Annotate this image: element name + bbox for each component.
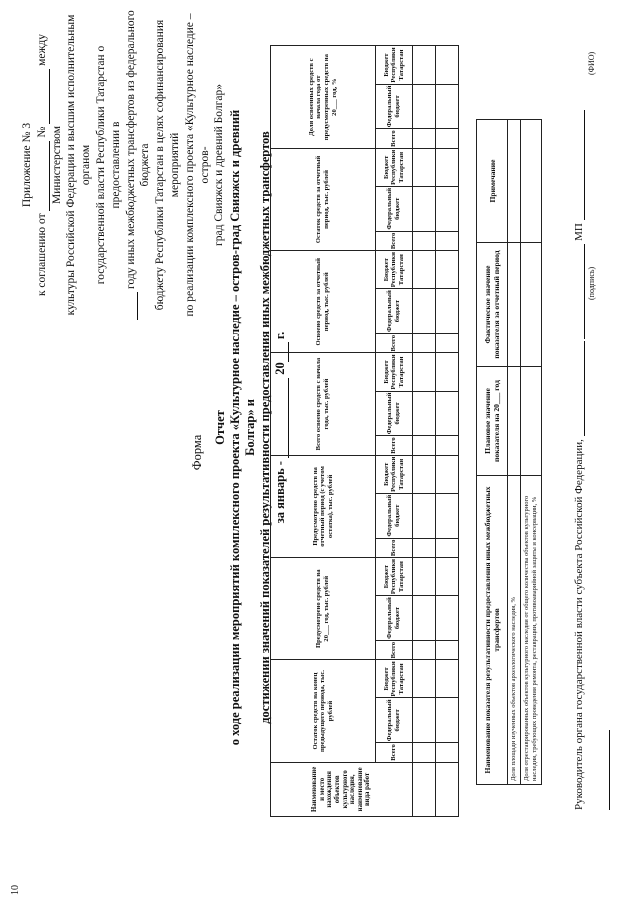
table-cell xyxy=(413,333,436,352)
sub-header: Всего xyxy=(376,743,413,762)
group-header: Остаток средств за отчетный период, тыс. рублей xyxy=(271,148,376,250)
table-cell xyxy=(436,251,459,289)
indicator-name: Доля отреставрированных объектов культурного наследия от общего количества объектов культурного наследия, требующих проведения ремонта, реставрации, противоаварийной защиты и консервации, % xyxy=(521,476,542,785)
signature-block xyxy=(572,0,610,810)
sub-header: Бюджет Республики Татарстан xyxy=(376,660,413,698)
table-cell xyxy=(436,148,459,186)
table-cell xyxy=(436,660,459,698)
appendix-heading: Приложение № 3 xyxy=(21,122,33,208)
planned-value-cell xyxy=(508,367,521,476)
planned-value-header: Плановое значение показателя на 20___ год xyxy=(477,367,508,476)
table-row xyxy=(508,120,521,785)
signature-line xyxy=(572,0,585,810)
sub-header: Всего xyxy=(376,333,413,352)
indicator-name: Доля площади изученных объектов археологического наследия, % xyxy=(508,476,521,785)
table-cell xyxy=(413,436,436,455)
group-header: Предусмотрено средств на 20___ год, тыс. рублей xyxy=(271,558,376,660)
report-period: за январь - 20 г. xyxy=(273,331,287,524)
table-cell xyxy=(413,558,436,596)
stamp-label: МП xyxy=(573,223,585,241)
sub-header: Всего xyxy=(376,436,413,455)
group-header: Освоено средств за отчетный период, тыс. рублей xyxy=(271,251,376,353)
table-cell xyxy=(413,743,436,762)
table-cell xyxy=(436,538,459,557)
indicators-table xyxy=(476,119,542,785)
group-header: Предусмотрено средств на отчетный период (с учетом остатка), тыс. рублей xyxy=(271,455,376,557)
appendix-line-7: град Свияжск и древний Болгар» xyxy=(213,84,226,246)
group-header: Остаток средств на конец предыдущего периода, тыс. рублей xyxy=(271,660,376,762)
table-cell xyxy=(413,596,436,641)
table-row xyxy=(413,46,436,817)
table-cell xyxy=(436,353,459,391)
sub-header: Федеральный бюджет xyxy=(376,186,413,231)
table-cell xyxy=(413,353,436,391)
date-line xyxy=(609,730,610,810)
report-title-line2: достижении значений показателей результативности предоставления иных межбюджетных трансфертов xyxy=(258,131,272,724)
sub-header: Федеральный бюджет xyxy=(376,493,413,538)
table-row xyxy=(521,120,542,785)
sign-caption: (подпись) xyxy=(587,266,596,300)
sub-header: Бюджет Республики Татарстан xyxy=(376,455,413,493)
table-cell xyxy=(436,640,459,659)
table-cell xyxy=(436,231,459,250)
signature-label: Руководитель органа государственной власти субъекта Российской Федерации, xyxy=(573,439,585,810)
table-cell xyxy=(436,743,459,762)
sub-header: Федеральный бюджет xyxy=(376,698,413,743)
sub-header: Бюджет Республики Татарстан xyxy=(376,353,413,391)
appendix-line-4: году иных межбюджетных трансфертов из федерального бюджета xyxy=(124,10,154,320)
table-cell xyxy=(413,455,436,493)
funds-table xyxy=(270,46,459,818)
signature-captions xyxy=(585,0,599,810)
fio-caption: (ФИО) xyxy=(587,51,596,75)
form-label: Форма xyxy=(190,434,204,471)
table-cell xyxy=(436,46,459,84)
sub-header: Всего xyxy=(376,129,413,148)
table-cell xyxy=(413,391,436,436)
table-cell xyxy=(436,391,459,436)
table-cell xyxy=(413,186,436,231)
report-title-word: Отчет xyxy=(213,410,227,445)
sub-header-row xyxy=(376,46,413,817)
table-cell xyxy=(436,333,459,352)
table-cell xyxy=(436,186,459,231)
table-cell xyxy=(413,84,436,129)
sub-header: Всего xyxy=(376,538,413,557)
table-cell xyxy=(413,231,436,250)
table-cell xyxy=(436,558,459,596)
sub-header: Бюджет Республики Татарстан xyxy=(376,251,413,289)
table-cell xyxy=(436,493,459,538)
table-cell xyxy=(436,455,459,493)
table-cell xyxy=(413,289,436,334)
table-cell xyxy=(436,289,459,334)
table-cell xyxy=(413,129,436,148)
page-number: 10 xyxy=(10,885,21,895)
note-header: Примечание xyxy=(477,120,508,243)
table-cell xyxy=(436,129,459,148)
table-cell xyxy=(413,538,436,557)
sub-header: Бюджет Республики Татарстан xyxy=(376,46,413,84)
sub-header: Федеральный бюджет xyxy=(376,289,413,334)
sub-header: Бюджет Республики Татарстан xyxy=(376,148,413,186)
sub-header: Федеральный бюджет xyxy=(376,84,413,129)
table-cell xyxy=(436,436,459,455)
table-cell xyxy=(436,762,459,816)
note-cell xyxy=(521,120,542,243)
actual-value-cell xyxy=(508,243,521,367)
table-cell xyxy=(413,762,436,816)
table-cell xyxy=(413,493,436,538)
table-cell xyxy=(413,640,436,659)
group-header: Всего освоено средств с начала года, тыс. рублей xyxy=(271,353,376,455)
table-cell xyxy=(413,46,436,84)
table-cell xyxy=(413,148,436,186)
name-header: Наименование и место нахождения объектов культурного наследия, наименование вида работ xyxy=(271,762,413,816)
agreement-line: к соглашению от № между Министерством xyxy=(35,33,63,297)
table-row xyxy=(436,46,459,817)
table-cell xyxy=(436,84,459,129)
table-cell xyxy=(436,698,459,743)
table-cell xyxy=(436,596,459,641)
planned-value-cell xyxy=(521,367,542,476)
sub-header: Федеральный бюджет xyxy=(376,391,413,436)
appendix-line-3: государственной власти Республики Татарстан о предоставлении в xyxy=(94,45,122,285)
sub-header: Всего xyxy=(376,231,413,250)
group-header: Доля освоенных средств с начала года от предусмотренных средств на 20___ год, % xyxy=(271,46,376,148)
sub-header: Федеральный бюджет xyxy=(376,596,413,641)
indicator-name-header: Наименование показателя результативности предоставления иных межбюджетных трансфертов xyxy=(477,476,508,785)
appendix-line-6: по реализации комплексного проекта «Культурное наследие – остров- xyxy=(183,13,211,317)
table-cell xyxy=(413,660,436,698)
report-title-line1: о ходе реализации мероприятий комплексного проекта «Культурное наследие – остров-град Свияжск и древний Болгар» и xyxy=(228,109,257,746)
actual-value-header: Фактическое значение показателя за отчетный период xyxy=(477,243,508,367)
appendix-line-2: культуры Российской Федерации и высшим исполнительным органом xyxy=(65,14,93,316)
sub-header: Бюджет Республики Татарстан xyxy=(376,558,413,596)
table-cell xyxy=(413,251,436,289)
note-cell xyxy=(508,120,521,243)
sub-header: Всего xyxy=(376,640,413,659)
table-cell xyxy=(413,698,436,743)
actual-value-cell xyxy=(521,243,542,367)
appendix-line-5: бюджету Республики Татарстан в целях софинансирования мероприятий xyxy=(154,19,181,311)
